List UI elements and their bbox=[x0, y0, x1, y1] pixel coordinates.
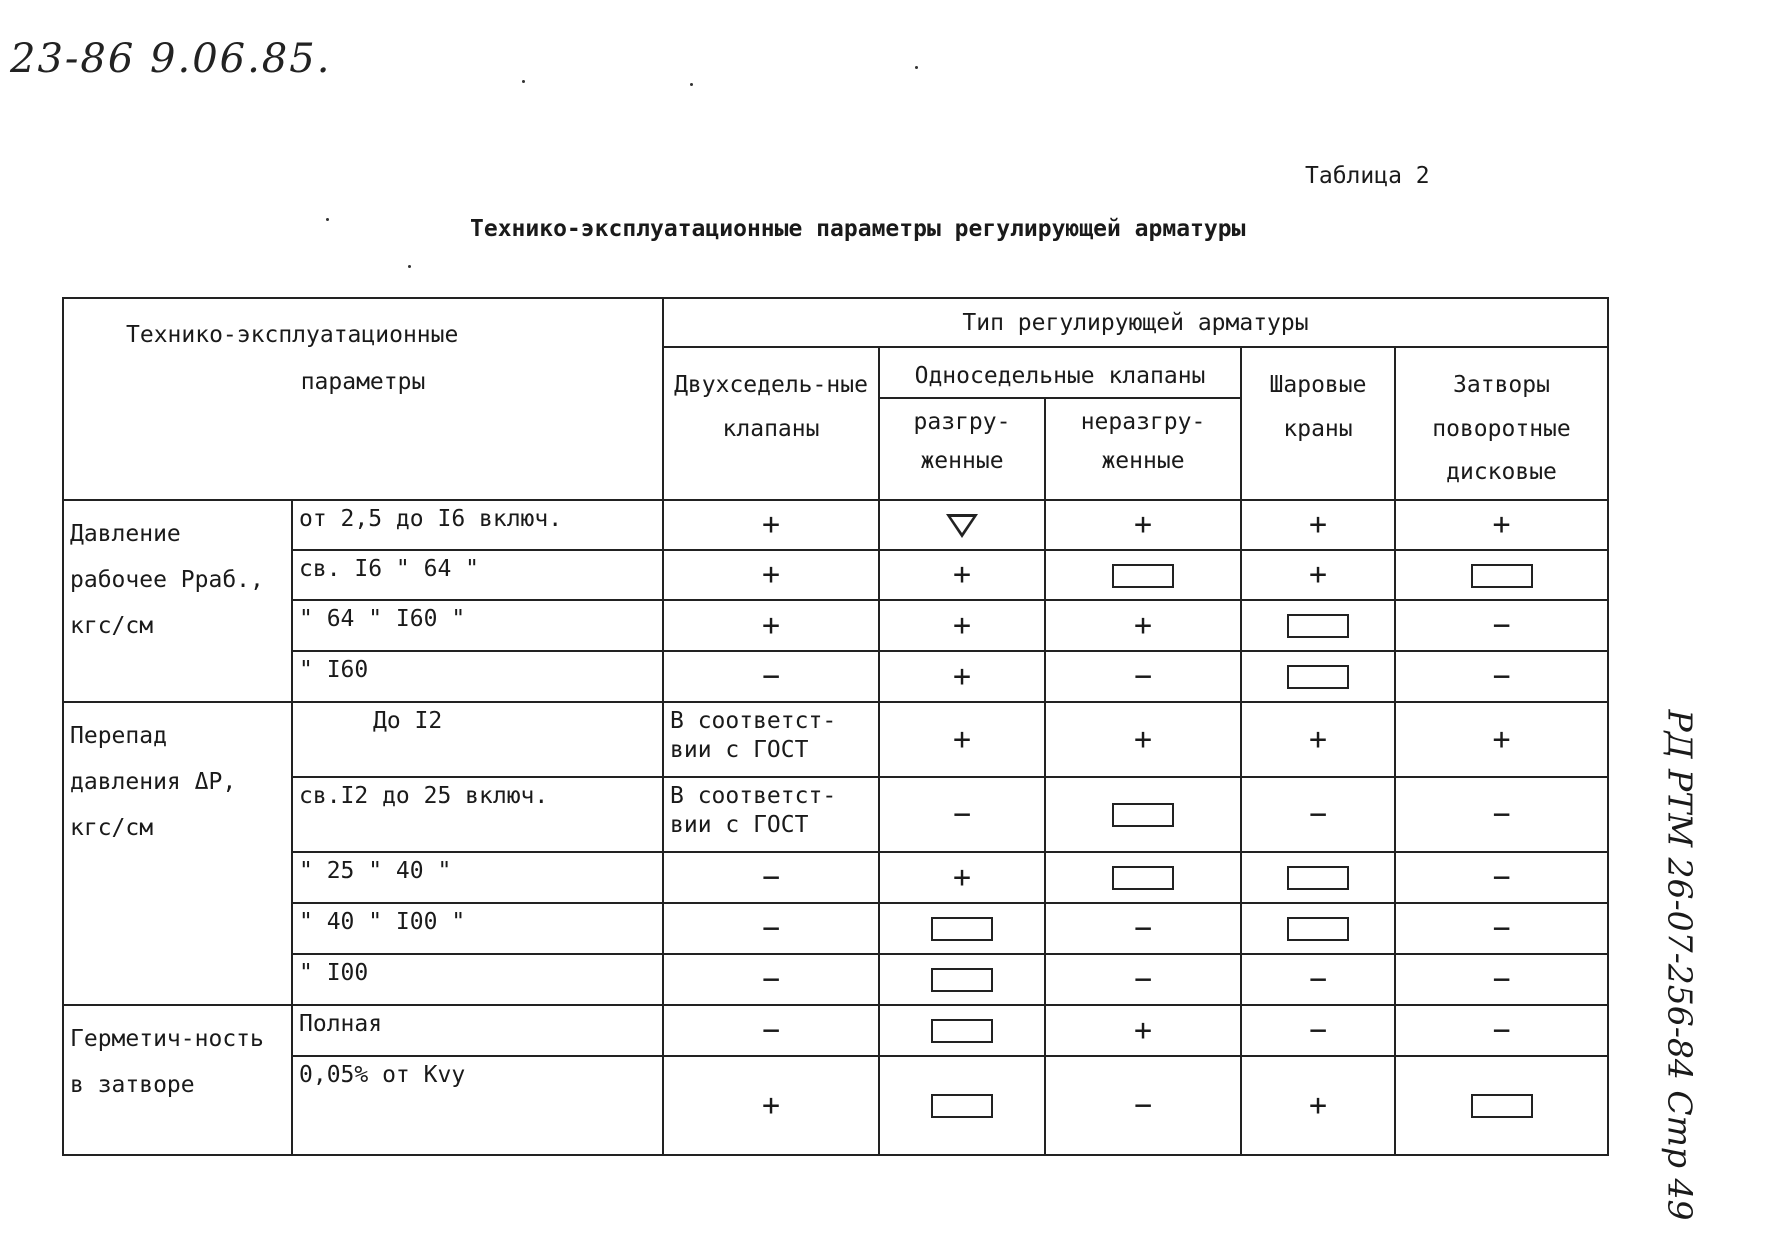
plus-symbol: + bbox=[879, 702, 1045, 777]
minus-symbol: − bbox=[1395, 651, 1608, 702]
minus-symbol: − bbox=[1241, 954, 1395, 1005]
rectangle-icon bbox=[1287, 614, 1349, 638]
header-type-group: Тип регулирующей арматуры bbox=[663, 298, 1608, 347]
table-row bbox=[63, 550, 1608, 600]
plus-symbol: + bbox=[879, 550, 1045, 600]
minus-symbol: − bbox=[1241, 1005, 1395, 1056]
minus-symbol: − bbox=[663, 903, 879, 954]
table-title: Технико-эксплуатационные параметры регулирующей арматуры bbox=[470, 216, 1246, 242]
range-cell: " 25 " 40 " bbox=[292, 852, 663, 903]
plus-symbol: + bbox=[1045, 500, 1241, 550]
rectangle-icon bbox=[1112, 866, 1174, 890]
speck bbox=[522, 80, 525, 83]
minus-symbol: − bbox=[879, 777, 1045, 852]
triangle-symbol bbox=[879, 500, 1045, 550]
table-row bbox=[63, 852, 1608, 903]
header-parameters-line2: параметры bbox=[300, 368, 426, 395]
speck bbox=[690, 83, 693, 86]
parameters-table bbox=[62, 297, 1609, 1156]
rectangle-icon bbox=[1287, 665, 1349, 689]
range-cell: " 64 " I60 " bbox=[292, 600, 663, 651]
group-label: Перепад давления ΔP, кгс/см bbox=[63, 702, 292, 1005]
rectangle-symbol bbox=[1241, 852, 1395, 903]
plus-symbol: + bbox=[663, 500, 879, 550]
plus-symbol: + bbox=[1241, 500, 1395, 550]
table-row bbox=[63, 1005, 1608, 1056]
rectangle-icon bbox=[931, 968, 993, 992]
speck bbox=[915, 66, 918, 69]
header-col-butterfly: Затворы поворотные дисковые bbox=[1395, 347, 1608, 500]
handwritten-note: 23-86 9.06.85. bbox=[10, 36, 332, 82]
plus-symbol: + bbox=[1395, 702, 1608, 777]
rectangle-icon bbox=[931, 1094, 993, 1118]
rectangle-symbol bbox=[879, 903, 1045, 954]
table-row bbox=[63, 702, 1608, 777]
rectangle-icon bbox=[1112, 564, 1174, 588]
rectangle-symbol bbox=[1395, 550, 1608, 600]
rectangle-icon bbox=[1112, 803, 1174, 827]
rectangle-icon bbox=[1287, 866, 1349, 890]
range-cell: " I00 bbox=[292, 954, 663, 1005]
text-cell: В соответст-вии с ГОСТ bbox=[663, 702, 879, 777]
plus-symbol: + bbox=[1241, 702, 1395, 777]
plus-symbol: + bbox=[663, 1056, 879, 1155]
minus-symbol: − bbox=[1395, 600, 1608, 651]
minus-symbol: − bbox=[1045, 954, 1241, 1005]
header-col-ball-valves: Шаровые краны bbox=[1241, 347, 1395, 500]
rectangle-icon bbox=[931, 1019, 993, 1043]
table-row bbox=[63, 954, 1608, 1005]
range-cell: Полная bbox=[292, 1005, 663, 1056]
table-row bbox=[63, 903, 1608, 954]
minus-symbol: − bbox=[1395, 903, 1608, 954]
side-stamp-text: РД РТМ 26-07-256-84 Стр 49 bbox=[1660, 709, 1700, 1221]
plus-symbol: + bbox=[1045, 702, 1241, 777]
table-number: Таблица 2 bbox=[1305, 163, 1430, 189]
table-row bbox=[63, 777, 1608, 852]
text-cell: В соответст-вии с ГОСТ bbox=[663, 777, 879, 852]
minus-symbol: − bbox=[663, 651, 879, 702]
rectangle-symbol bbox=[1045, 550, 1241, 600]
range-cell: от 2,5 до I6 включ. bbox=[292, 500, 663, 550]
minus-symbol: − bbox=[1045, 651, 1241, 702]
triangle-icon bbox=[946, 514, 978, 538]
minus-symbol: − bbox=[663, 1005, 879, 1056]
minus-symbol: − bbox=[1395, 1005, 1608, 1056]
range-cell: св.I2 до 25 включ. bbox=[292, 777, 663, 852]
range-cell: " I60 bbox=[292, 651, 663, 702]
speck bbox=[408, 265, 411, 268]
header-col-unloaded: разгру-женные bbox=[879, 398, 1045, 501]
header-col-double-seat: Двухседель-ные клапаны bbox=[663, 347, 879, 500]
minus-symbol: − bbox=[1395, 852, 1608, 903]
table-row bbox=[63, 1056, 1608, 1155]
header-parameters bbox=[63, 298, 663, 500]
plus-symbol: + bbox=[1045, 1005, 1241, 1056]
plus-symbol: + bbox=[879, 852, 1045, 903]
plus-symbol: + bbox=[879, 651, 1045, 702]
rectangle-icon bbox=[931, 917, 993, 941]
table-row bbox=[63, 500, 1608, 550]
table-row bbox=[63, 651, 1608, 702]
minus-symbol: − bbox=[1045, 903, 1241, 954]
plus-symbol: + bbox=[879, 600, 1045, 651]
minus-symbol: − bbox=[663, 852, 879, 903]
plus-symbol: + bbox=[663, 600, 879, 651]
group-label: Герметич-ность в затворе bbox=[63, 1005, 292, 1155]
rectangle-symbol bbox=[879, 1005, 1045, 1056]
header-single-seat-group: Односедельные клапаны bbox=[879, 347, 1241, 398]
plus-symbol: + bbox=[1395, 500, 1608, 550]
minus-symbol: − bbox=[663, 954, 879, 1005]
plus-symbol: + bbox=[1241, 550, 1395, 600]
range-cell: св. I6 " 64 " bbox=[292, 550, 663, 600]
rectangle-symbol bbox=[879, 954, 1045, 1005]
rectangle-symbol bbox=[1241, 651, 1395, 702]
range-cell: До I2 bbox=[292, 702, 663, 777]
range-cell: 0,05% от Kvy bbox=[292, 1056, 663, 1155]
rectangle-symbol bbox=[1045, 777, 1241, 852]
minus-symbol: − bbox=[1395, 777, 1608, 852]
plus-symbol: + bbox=[1045, 600, 1241, 651]
rectangle-icon bbox=[1471, 1094, 1533, 1118]
minus-symbol: − bbox=[1395, 954, 1608, 1005]
rectangle-icon bbox=[1471, 564, 1533, 588]
range-cell: " 40 " I00 " bbox=[292, 903, 663, 954]
rectangle-icon bbox=[1287, 917, 1349, 941]
speck bbox=[326, 218, 329, 221]
minus-symbol: − bbox=[1241, 777, 1395, 852]
header-parameters-line1: Технико-эксплуатационные bbox=[126, 322, 459, 348]
minus-symbol: − bbox=[1045, 1056, 1241, 1155]
rectangle-symbol bbox=[1395, 1056, 1608, 1155]
side-stamp bbox=[1660, 700, 1700, 1230]
group-label: Давление рабочее Pраб., кгс/см bbox=[63, 500, 292, 702]
rectangle-symbol bbox=[879, 1056, 1045, 1155]
plus-symbol: + bbox=[1241, 1056, 1395, 1155]
rectangle-symbol bbox=[1241, 600, 1395, 651]
header-col-not-unloaded: неразгру-женные bbox=[1045, 398, 1241, 501]
rectangle-symbol bbox=[1045, 852, 1241, 903]
table-row bbox=[63, 600, 1608, 651]
rectangle-symbol bbox=[1241, 903, 1395, 954]
plus-symbol: + bbox=[663, 550, 879, 600]
